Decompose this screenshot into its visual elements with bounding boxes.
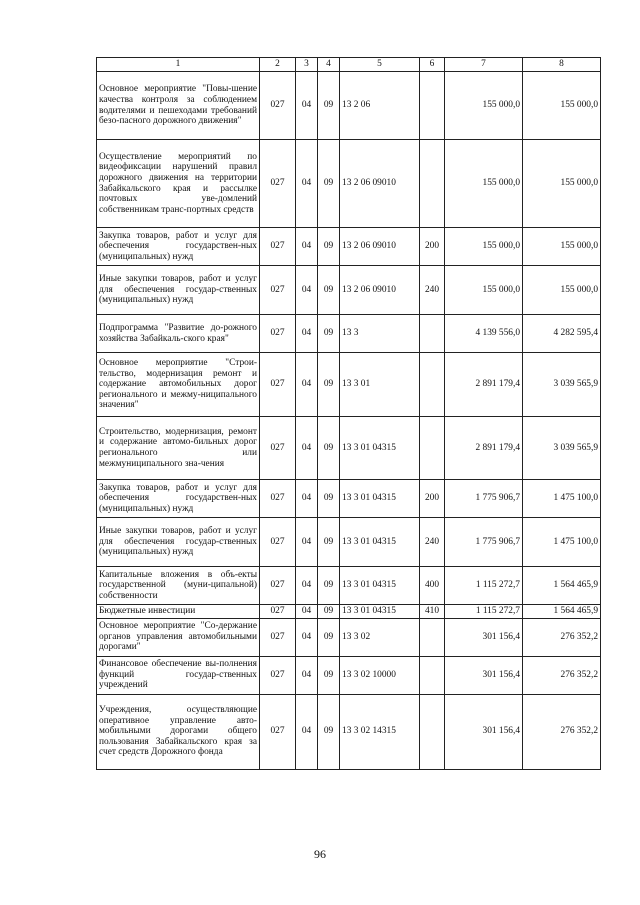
amount-year-2: 276 352,2 <box>523 656 601 694</box>
amount-year-2: 155 000,0 <box>523 72 601 140</box>
ministry-code: 027 <box>260 605 296 619</box>
amount-year-1: 301 156,4 <box>445 618 523 656</box>
column-header: 7 <box>445 58 523 72</box>
amount-year-2: 4 282 595,4 <box>523 315 601 353</box>
table-row <box>97 618 601 656</box>
table-row <box>97 567 601 605</box>
ministry-code: 027 <box>260 480 296 518</box>
row-description: Осуществление мероприятий по видеофиксации нарушений правил дорожного движения на территории Забайкальского края и рассылке почтовых уве-домлений собственникам транс-портных средств <box>97 140 260 228</box>
table-row <box>97 266 601 315</box>
table-row <box>97 353 601 417</box>
target-article-code: 13 3 02 10000 <box>340 656 420 694</box>
subsection-code: 09 <box>318 228 340 266</box>
expense-type-code: 200 <box>420 480 445 518</box>
target-article-code: 13 2 06 <box>340 72 420 140</box>
amount-year-1: 4 139 556,0 <box>445 315 523 353</box>
amount-year-1: 1 775 906,7 <box>445 518 523 567</box>
table-row <box>97 605 601 619</box>
subsection-code: 09 <box>318 618 340 656</box>
row-description: Бюджетные инвестиции <box>97 605 260 619</box>
amount-year-2: 276 352,2 <box>523 694 601 769</box>
amount-year-2: 155 000,0 <box>523 228 601 266</box>
section-code: 04 <box>296 72 318 140</box>
ministry-code: 027 <box>260 694 296 769</box>
expense-type-code <box>420 72 445 140</box>
target-article-code: 13 3 01 04315 <box>340 417 420 480</box>
budget-table <box>96 57 601 770</box>
subsection-code: 09 <box>318 353 340 417</box>
column-header: 8 <box>523 58 601 72</box>
row-description: Иные закупки товаров, работ и услуг для обеспечения государ-ственных (муниципальных) нужд <box>97 266 260 315</box>
amount-year-1: 155 000,0 <box>445 72 523 140</box>
expense-type-code: 240 <box>420 266 445 315</box>
ministry-code: 027 <box>260 72 296 140</box>
target-article-code: 13 2 06 09010 <box>340 140 420 228</box>
amount-year-1: 155 000,0 <box>445 228 523 266</box>
table-row <box>97 694 601 769</box>
column-header: 5 <box>340 58 420 72</box>
subsection-code: 09 <box>318 694 340 769</box>
subsection-code: 09 <box>318 605 340 619</box>
section-code: 04 <box>296 315 318 353</box>
column-header: 4 <box>318 58 340 72</box>
target-article-code: 13 3 01 <box>340 353 420 417</box>
amount-year-2: 1 475 100,0 <box>523 518 601 567</box>
section-code: 04 <box>296 605 318 619</box>
expense-type-code: 410 <box>420 605 445 619</box>
amount-year-2: 155 000,0 <box>523 140 601 228</box>
amount-year-1: 2 891 179,4 <box>445 353 523 417</box>
table-header-row <box>97 58 601 72</box>
subsection-code: 09 <box>318 518 340 567</box>
subsection-code: 09 <box>318 417 340 480</box>
amount-year-1: 155 000,0 <box>445 140 523 228</box>
subsection-code: 09 <box>318 480 340 518</box>
subsection-code: 09 <box>318 72 340 140</box>
ministry-code: 027 <box>260 266 296 315</box>
row-description: Иные закупки товаров, работ и услуг для обеспечения государ-ственных (муниципальных) нужд <box>97 518 260 567</box>
section-code: 04 <box>296 140 318 228</box>
row-description: Основное мероприятие "Со-держание органов управления автомобильными дорогами" <box>97 618 260 656</box>
target-article-code: 13 3 02 14315 <box>340 694 420 769</box>
target-article-code: 13 3 01 04315 <box>340 480 420 518</box>
row-description: Закупка товаров, работ и услуг для обеспечения государствен-ных (муниципальных) нужд <box>97 480 260 518</box>
subsection-code: 09 <box>318 656 340 694</box>
target-article-code: 13 3 01 04315 <box>340 567 420 605</box>
subsection-code: 09 <box>318 266 340 315</box>
subsection-code: 09 <box>318 315 340 353</box>
ministry-code: 027 <box>260 618 296 656</box>
amount-year-1: 1 115 272,7 <box>445 567 523 605</box>
section-code: 04 <box>296 694 318 769</box>
section-code: 04 <box>296 228 318 266</box>
amount-year-1: 301 156,4 <box>445 656 523 694</box>
section-code: 04 <box>296 417 318 480</box>
expense-type-code <box>420 315 445 353</box>
section-code: 04 <box>296 480 318 518</box>
section-code: 04 <box>296 618 318 656</box>
ministry-code: 027 <box>260 567 296 605</box>
target-article-code: 13 2 06 09010 <box>340 228 420 266</box>
section-code: 04 <box>296 266 318 315</box>
table-row <box>97 518 601 567</box>
row-description: Подпрограмма "Развитие до-рожного хозяйства Забайкаль-ского края" <box>97 315 260 353</box>
row-description: Строительство, модернизация, ремонт и содержание автомо-бильных дорог регионального или межмуниципального зна-чения <box>97 417 260 480</box>
section-code: 04 <box>296 353 318 417</box>
amount-year-1: 2 891 179,4 <box>445 417 523 480</box>
amount-year-2: 276 352,2 <box>523 618 601 656</box>
column-header: 6 <box>420 58 445 72</box>
amount-year-2: 3 039 565,9 <box>523 417 601 480</box>
row-description: Закупка товаров, работ и услуг для обеспечения государствен-ных (муниципальных) нужд <box>97 228 260 266</box>
table-row <box>97 72 601 140</box>
ministry-code: 027 <box>260 315 296 353</box>
amount-year-2: 1 564 465,9 <box>523 567 601 605</box>
expense-type-code <box>420 694 445 769</box>
expense-type-code <box>420 618 445 656</box>
target-article-code: 13 3 02 <box>340 618 420 656</box>
ministry-code: 027 <box>260 353 296 417</box>
expense-type-code: 200 <box>420 228 445 266</box>
column-header: 1 <box>97 58 260 72</box>
expense-type-code: 240 <box>420 518 445 567</box>
amount-year-2: 3 039 565,9 <box>523 353 601 417</box>
row-description: Капитальные вложения в объ-екты государственной (муни-ципальной) собственности <box>97 567 260 605</box>
column-header: 3 <box>296 58 318 72</box>
ministry-code: 027 <box>260 228 296 266</box>
table-row <box>97 417 601 480</box>
table-row <box>97 656 601 694</box>
table-row <box>97 228 601 266</box>
row-description: Основное мероприятие "Повы-шение качества контроля за соблюдением водителями и пешеходами требований безо-пасного дорожного движения" <box>97 72 260 140</box>
table-row <box>97 480 601 518</box>
expense-type-code <box>420 656 445 694</box>
amount-year-1: 1 115 272,7 <box>445 605 523 619</box>
ministry-code: 027 <box>260 656 296 694</box>
expense-type-code <box>420 417 445 480</box>
page-number: 96 <box>314 847 326 861</box>
expense-type-code <box>420 140 445 228</box>
amount-year-1: 1 775 906,7 <box>445 480 523 518</box>
target-article-code: 13 2 06 09010 <box>340 266 420 315</box>
amount-year-2: 1 475 100,0 <box>523 480 601 518</box>
target-article-code: 13 3 01 04315 <box>340 518 420 567</box>
column-header: 2 <box>260 58 296 72</box>
subsection-code: 09 <box>318 140 340 228</box>
table-row <box>97 140 601 228</box>
section-code: 04 <box>296 567 318 605</box>
target-article-code: 13 3 01 04315 <box>340 605 420 619</box>
subsection-code: 09 <box>318 567 340 605</box>
ministry-code: 027 <box>260 518 296 567</box>
section-code: 04 <box>296 656 318 694</box>
amount-year-1: 301 156,4 <box>445 694 523 769</box>
ministry-code: 027 <box>260 417 296 480</box>
row-description: Основное мероприятие "Строи-тельство, модернизация ремонт и содержание автомобильных дорог регионального и межму-ниципального значения" <box>97 353 260 417</box>
ministry-code: 027 <box>260 140 296 228</box>
expense-type-code: 400 <box>420 567 445 605</box>
target-article-code: 13 3 <box>340 315 420 353</box>
row-description: Финансовое обеспечение вы-полнения функций государ-ственных учреждений <box>97 656 260 694</box>
amount-year-2: 155 000,0 <box>523 266 601 315</box>
amount-year-2: 1 564 465,9 <box>523 605 601 619</box>
expense-type-code <box>420 353 445 417</box>
table-row <box>97 315 601 353</box>
amount-year-1: 155 000,0 <box>445 266 523 315</box>
section-code: 04 <box>296 518 318 567</box>
row-description: Учреждения, осуществляющие оперативное управление авто-мобильными дорогами общего пользования Забайкальского края за счет средств Дорожного фонда <box>97 694 260 769</box>
